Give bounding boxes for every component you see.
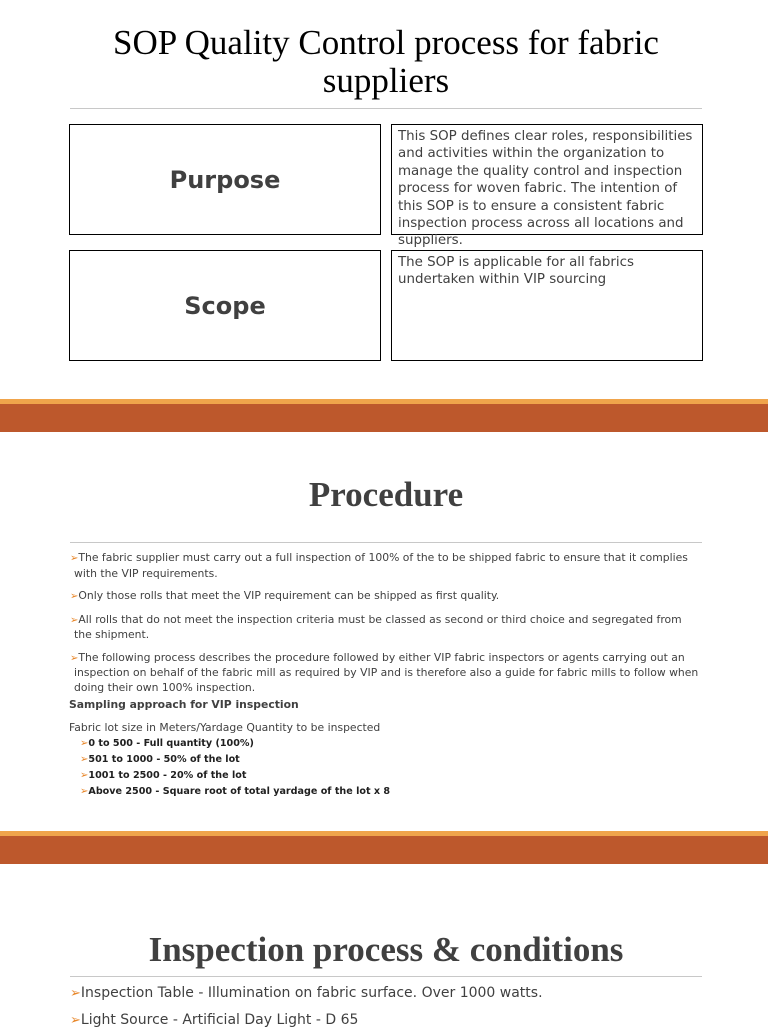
procedure-bullet-list [70,551,702,695]
purpose-box [69,124,381,235]
procedure-bullet: ➢The fabric supplier must carry out a full inspection of 100% of the to be shipped fabric to ensure that it complies with the VIP requirements. [70,551,688,580]
arrow-bullet-icon: ➢ [70,1013,81,1028]
arrow-bullet-icon: ➢ [70,591,79,602]
title-divider [70,108,702,109]
slide3-title: Inspection process & conditions [148,930,624,969]
scope-label: Scope [184,291,266,320]
procedure-bullet: ➢All rolls that do not meet the inspection criteria must be classed as second or third choice and segregated from the shipment. [70,612,682,641]
purpose-label: Purpose [169,165,281,194]
sampling-heading: Sampling approach for VIP inspection [69,698,299,711]
sampling-tier: ➢0 to 500 - Full quantity (100%) [80,738,254,749]
procedure-bullet: ➢Only those rolls that meet the VIP requirement can be shipped as first quality. [70,589,500,602]
arrow-bullet-icon: ➢ [70,986,81,1001]
arrow-bullet-icon: ➢ [80,786,89,797]
purpose-text-box [391,124,703,249]
slide-separator-band [0,831,768,864]
sampling-tier: ➢1001 to 2500 - 20% of the lot [80,770,247,781]
inspection-item: ➢Light Source - Artificial Day Light - D 65 [70,1012,359,1028]
arrow-bullet-icon: ➢ [70,553,79,564]
arrow-bullet-icon: ➢ [80,738,89,749]
slide2-title: Procedure [308,475,464,514]
arrow-bullet-icon: ➢ [80,770,89,781]
sampling-subheading: Fabric lot size in Meters/Yardage Quantity to be inspected [69,721,381,734]
procedure-bullet: ➢The following process describes the procedure followed by either VIP fabric inspectors or agents carrying out an inspection on behalf of the fabric mill as required by VIP and is therefore also a guide for fabric mills to follow when doing their own 100% inspection. [70,650,699,694]
scope-text: The SOP is applicable for all fabrics undertaken within VIP sourcing [398,255,634,288]
slide-separator-band [0,399,768,432]
sampling-tier: ➢Above 2500 - Square root of total yardage of the lot x 8 [80,786,391,797]
inspection-divider [70,976,702,977]
scope-box [69,250,381,361]
procedure-divider [70,542,702,543]
inspection-item: ➢Inspection Table - Illumination on fabric surface. Over 1000 watts. [70,985,543,1001]
scope-text-box [391,250,703,361]
arrow-bullet-icon: ➢ [70,652,79,664]
slide1-title: SOP Quality Control process for fabric suppliers [113,23,659,100]
sampling-tier: ➢501 to 1000 - 50% of the lot [80,754,240,765]
arrow-bullet-icon: ➢ [70,614,79,626]
arrow-bullet-icon: ➢ [80,754,89,765]
purpose-text: This SOP defines clear roles, responsibilities and activities within the organization to manage the quality control and inspection process for woven fabric. The intention of this SOP is to ensure a consistent fabric inspection process across all locations and suppliers. [398,129,693,249]
